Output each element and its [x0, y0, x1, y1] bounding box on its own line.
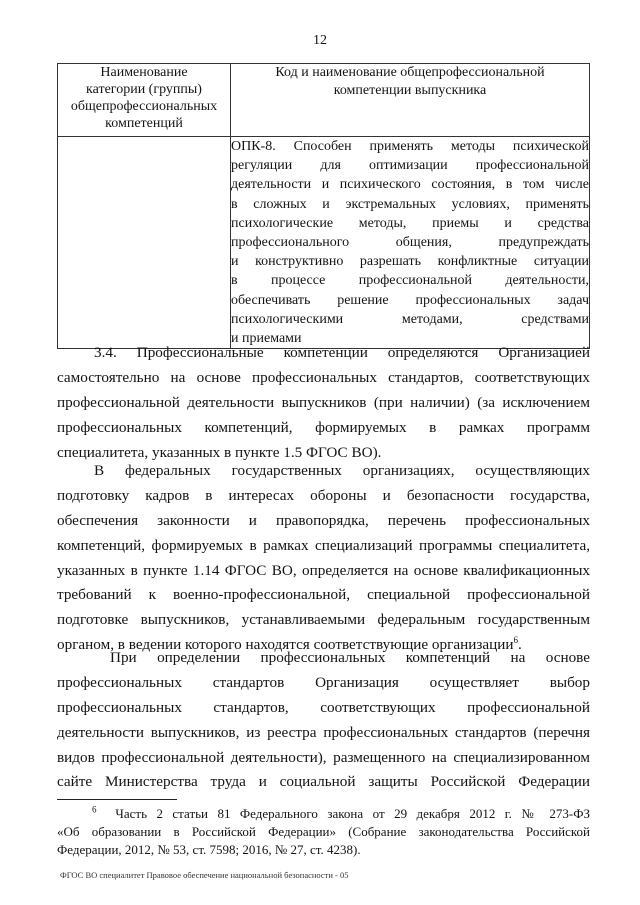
paragraph-line: В федеральных государственных организациях, осуществляющих [94, 462, 590, 479]
competence-line: ОПК-8. Способен применять методы психической [231, 139, 589, 154]
paragraph-line: указанных в пункте 1.14 ФГОС ВО, определяется на основе квалификационных [57, 561, 590, 579]
header-category-line: компетенций [105, 116, 183, 131]
paragraph-federal-organizations [57, 459, 590, 658]
competence-line: в процессе профессиональной деятельности, [231, 273, 589, 289]
paragraph-line: видов профессиональной деятельности), размещенного на специализированном [57, 748, 590, 766]
competence-line: обеспечивать решение профессиональных задач [231, 292, 589, 308]
paragraph-line: компетенций, формируемых в рамках специализаций программы специалитета, [57, 536, 590, 554]
competence-line: и конструктивно разрешать конфликтные ситуации [231, 254, 589, 270]
competence-line: психологическими методами, средствами [231, 311, 589, 327]
footnote-separator [57, 799, 177, 800]
footnote-line-text: Часть 2 статьи 81 Федерального закона от 29 декабря 2012 г. № 273-ФЗ [115, 806, 591, 821]
footnote-line: Федерации, 2012, № 53, ст. 7598; 2016, № 27, ст. 4238). [57, 842, 361, 857]
paragraph-line: профессиональной деятельности выпускников (при наличии) (за исключением [57, 393, 590, 411]
footnote-reference[interactable]: 6 [513, 635, 518, 646]
page-number: 12 [313, 33, 327, 48]
paragraph-line: 3.4. Профессиональные компетенции определяются Организацией [94, 344, 590, 361]
header-competence-line: Код и наименование общепрофессиональной [275, 65, 545, 80]
table-row [58, 137, 590, 349]
header-category-cell [58, 64, 231, 137]
paragraph-3-4 [57, 341, 590, 465]
paragraph-line: профессиональных стандартов, соответствующих профессиональной [57, 698, 590, 716]
competence-line: деятельности и психического состояния, в том числе [231, 177, 589, 193]
header-category-line: общепрофессиональных [70, 99, 218, 114]
competence-line: профессионального общения, предупреждать [231, 234, 589, 250]
competence-line: психологические методы, приемы и средства [231, 215, 589, 231]
paragraph-line: деятельности выпускников, из реестра профессиональных стандартов (перечня [57, 723, 590, 741]
page-footer: ФГОС ВО специалитет Правовое обеспечение национальной безопасности - 05 [60, 870, 349, 880]
footnote-line: «Об образовании в Российской Федерации» (Собрание законодательства Российской [57, 824, 590, 839]
paragraph-line: специалитета, указанных в пункте 1.5 ФГОС ВО). [57, 443, 382, 461]
paragraph-professional-standards [57, 646, 590, 795]
table-header-row [58, 64, 590, 137]
paragraph-line: профессиональных компетенций, формируемых в рамках программ [57, 418, 590, 436]
paragraph-line: самостоятельно на основе профессиональных стандартов, соответствующих [57, 368, 590, 386]
competence-table [57, 63, 590, 349]
competence-cell [231, 137, 590, 349]
paragraph-line: требований к военно-профессиональной, специальной профессиональной [57, 586, 590, 604]
header-category-line: Наименование [100, 65, 188, 80]
paragraph-line: профессиональных стандартов Организация осуществляет выбор [57, 673, 590, 691]
category-cell [58, 137, 231, 349]
paragraph-line: подготовку кадров в интересах обороны и безопасности государства, [57, 486, 590, 504]
paragraph-line: обеспечения законности и правопорядка, перечень профессиональных [57, 511, 590, 529]
competence-line: в сложных и экстремальных условиях, применять [231, 196, 589, 212]
competence-line: регуляции для оптимизации профессиональной [231, 158, 589, 174]
paragraph-line-text: органом, в ведении которого находятся соответствующие организации [57, 636, 514, 654]
paragraph-line: подготовке выпускников, устанавливаемыми федеральным государственным [57, 611, 590, 629]
competence-line: и приемами [231, 330, 302, 346]
footnote [57, 805, 590, 859]
header-competence-line: компетенции выпускника [333, 83, 487, 98]
header-competence-cell [231, 64, 590, 137]
paragraph-line: сайте Министерства труда и социальной защиты Российской Федерации [57, 773, 590, 791]
footnote-number: 6 [92, 804, 97, 815]
header-category-line: категории (группы) [86, 82, 202, 97]
paragraph-line-tail: . [517, 636, 522, 654]
paragraph-line: При определении профессиональных компетенций на основе [110, 649, 590, 666]
footnote-line [57, 805, 590, 823]
